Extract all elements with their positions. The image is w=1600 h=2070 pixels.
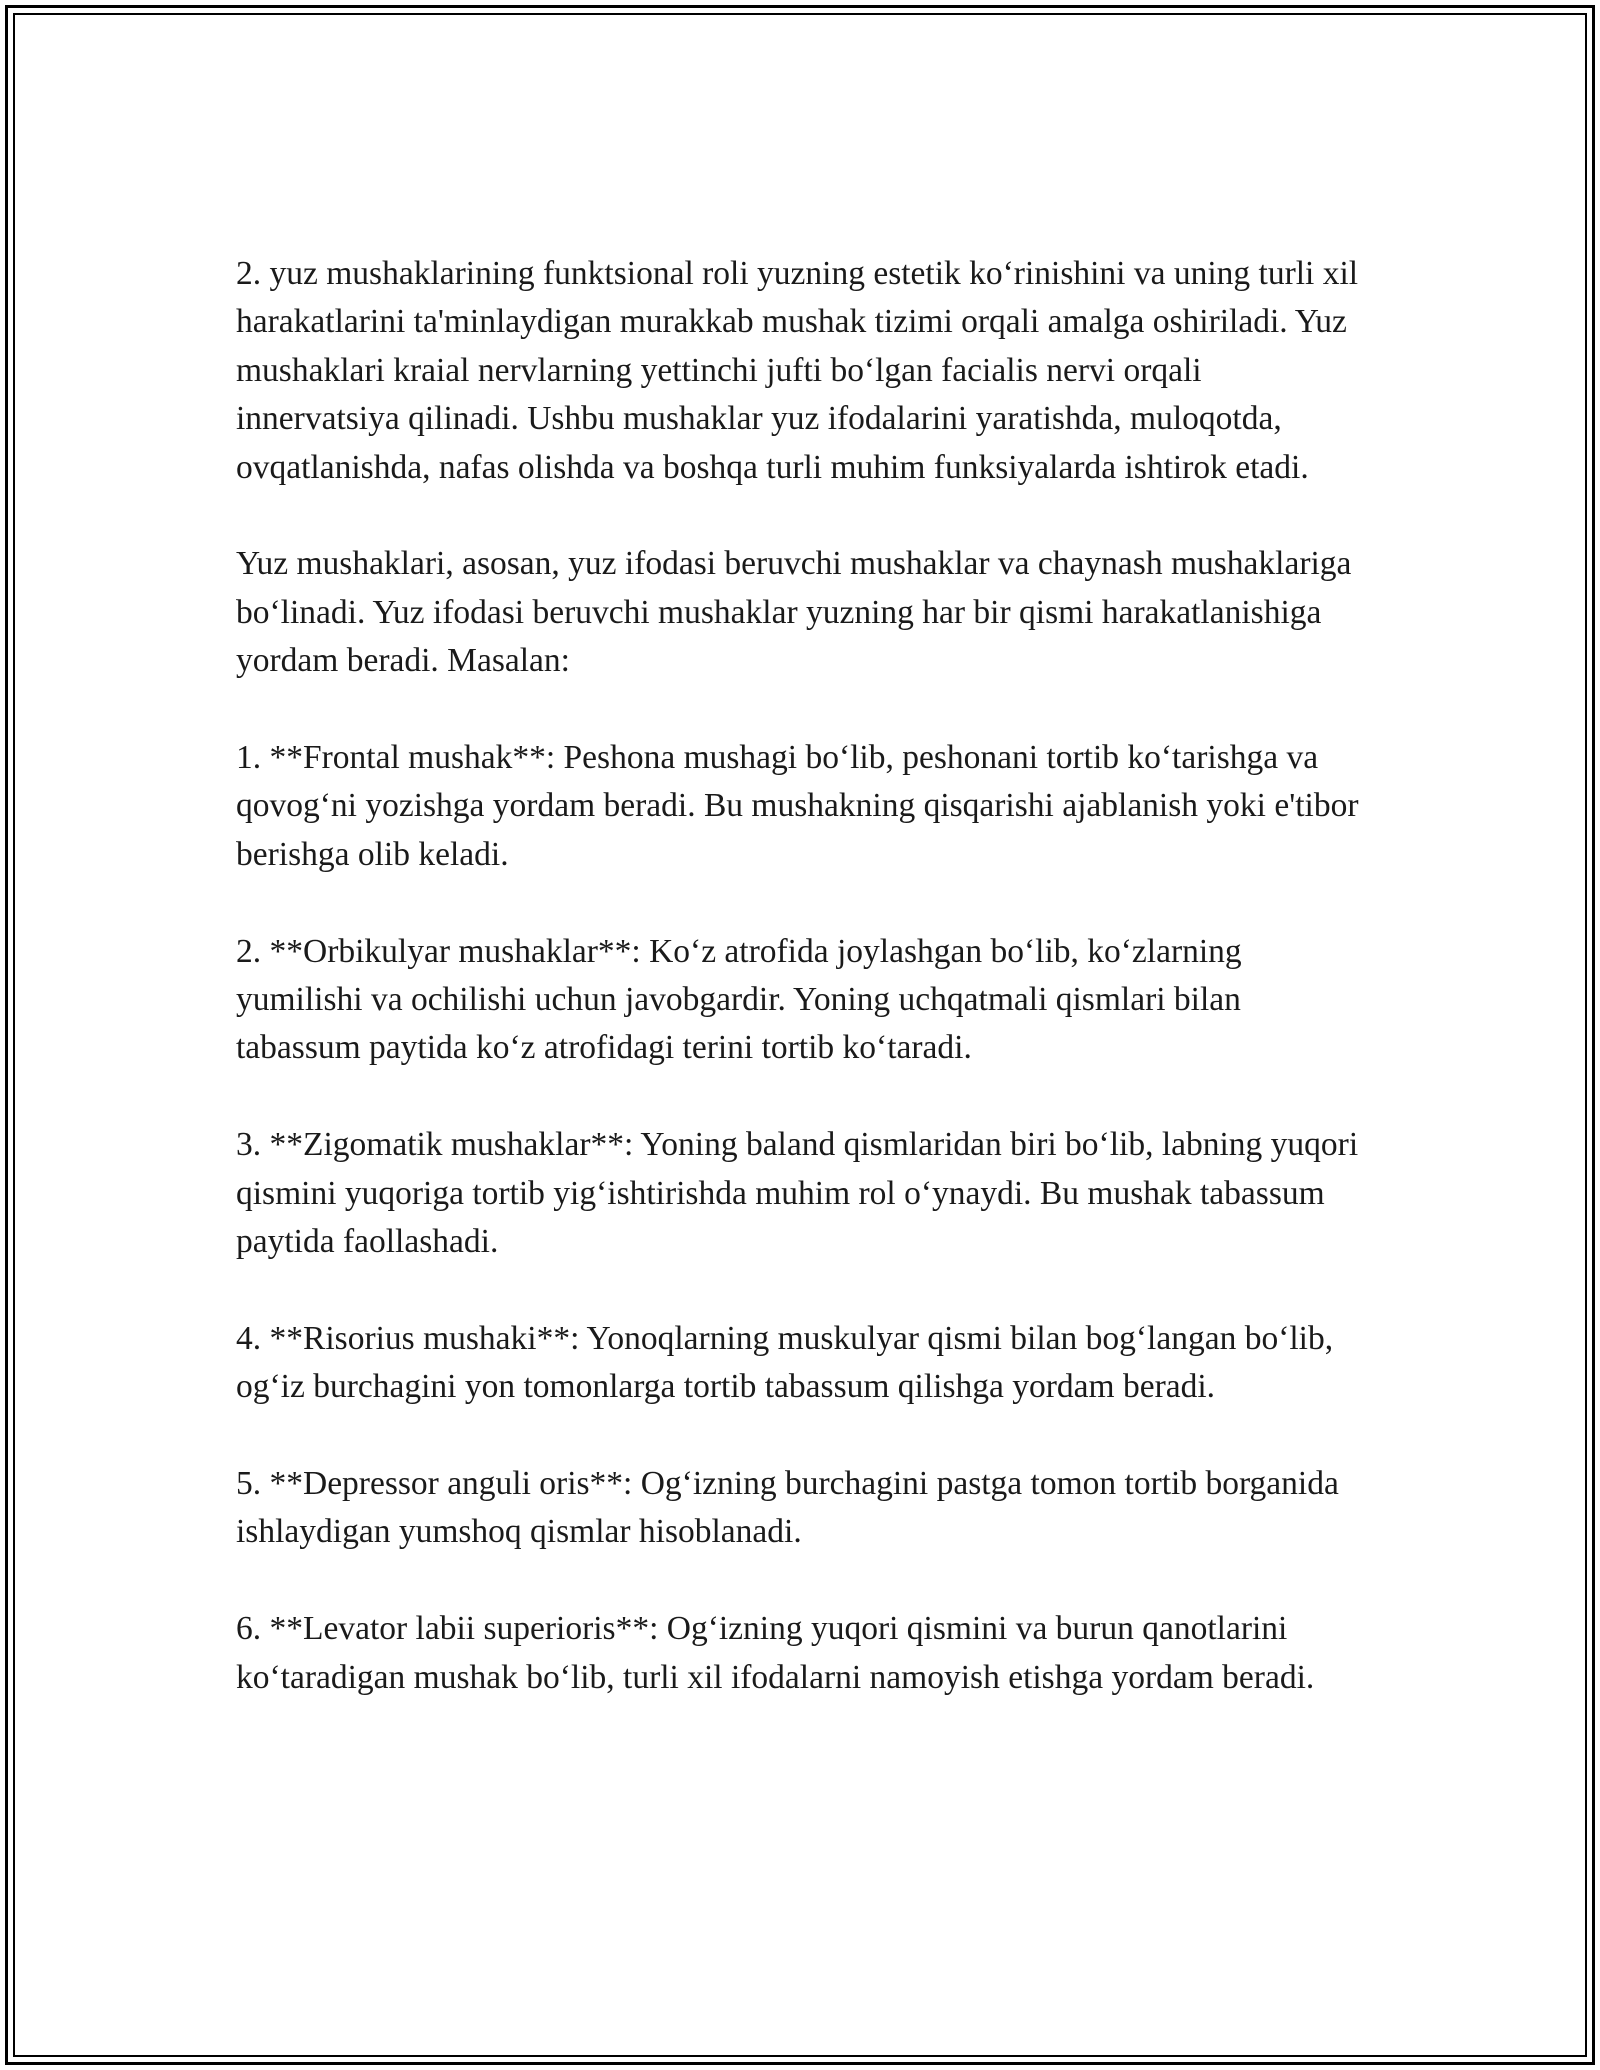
document-body — [236, 250, 1371, 1702]
list-item-risorius: 4. **Risorius mushaki**: Yonoqlarning muskulyar qismi bilan bog‘langan bo‘lib, og‘iz burchagini yon tomonlarga tortib tabassum qilishga yordam beradi. — [236, 1319, 1334, 1406]
list-item-levator: 6. **Levator labii superioris**: Og‘izning yuqori qismini va burun qanotlarini ko‘taradigan mushak bo‘lib, turli xil ifodalarni namoyish etishga yordam beradi. — [236, 1610, 1315, 1696]
paragraph-intro: 2. yuz mushaklarining funktsional roli yuzning estetik ko‘rinishini va uning turli xil harakatlarini ta'minlaydigan murakkab mushak tizimi orqali amalga oshiriladi. Yuz mushaklari kraial nervlarning yettinchi jufti bo‘lgan facialis nervi orqali innervatsiya qilinadi. Ushbu mushaklar yuz ifodalarini yaratishda, muloqotda, ovqatlanishda, nafas olishda va boshqa turli muhim funksiyalarda ishtirok etadi. — [236, 255, 1359, 486]
list-item-orbicular: 2. **Orbikulyar mushaklar**: Ko‘z atrofida joylashgan bo‘lib, ko‘zlarning yumilishi va ochilishi uchun javobgardir. Yoning uchqatmali qismlari bilan tabassum paytida ko‘z atrofidagi terini tortib ko‘taradi. — [236, 932, 1242, 1067]
list-item-frontal: 1. **Frontal mushak**: Peshona mushagi bo‘lib, peshonani tortib ko‘tarishga va qovog‘ni yozishga yordam beradi. Bu mushakning qisqarishi ajablanish yoki e'tibor berishga olib keladi. — [236, 739, 1359, 873]
list-item-depressor: 5. **Depressor anguli oris**: Og‘izning burchagini pastga tomon tortib borganida ishlaydigan yumshoq qismlar hisoblanadi. — [236, 1465, 1339, 1551]
paragraph-classification: Yuz mushaklari, asosan, yuz ifodasi beruvchi mushaklar va chaynash mushaklariga bo‘linadi. Yuz ifodasi beruvchi mushaklar yuzning har bir qismi harakatlanishiga yordam beradi. Masalan: — [236, 545, 1352, 680]
list-item-zygomatic: 3. **Zigomatik mushaklar**: Yoning baland qismlaridan biri bo‘lib, labning yuqori qismini yuqoriga tortib yig‘ishtirishda muhim rol o‘ynaydi. Bu mushak tabassum paytida faollashadi. — [236, 1126, 1359, 1261]
